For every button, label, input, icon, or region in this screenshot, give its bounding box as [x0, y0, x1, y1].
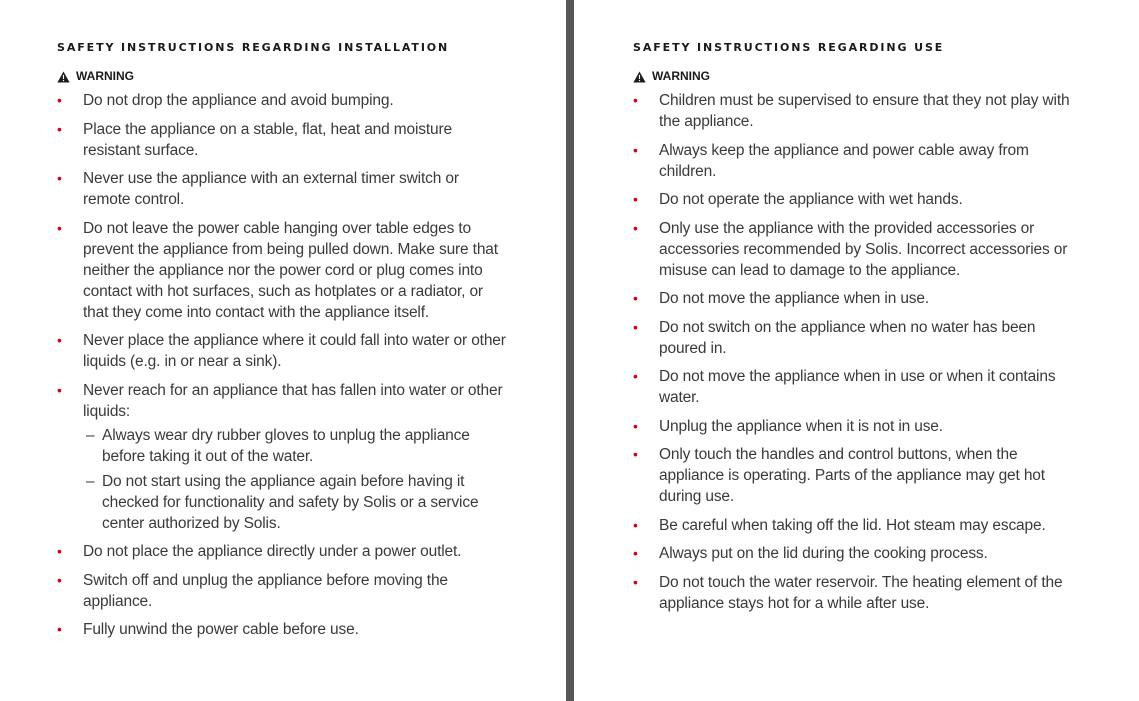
list-item — [57, 90, 507, 111]
bullet-icon: • — [633, 290, 638, 306]
list-item-text: Never reach for an appliance that has fallen into water or other liquids: — [83, 381, 503, 420]
use-list — [633, 90, 1078, 614]
bullet-icon: • — [57, 543, 62, 559]
bullet-icon: • — [633, 516, 638, 533]
list-item — [633, 572, 1078, 614]
list-item-text: Do not move the appliance when in use or when it contains water. — [659, 368, 1056, 406]
installation-section — [57, 40, 507, 648]
list-item — [633, 189, 1078, 210]
bullet-icon: • — [633, 318, 638, 335]
use-section — [633, 40, 1078, 621]
list-item — [57, 541, 507, 562]
list-item — [633, 543, 1078, 564]
list-item-text: Always keep the appliance and power cable away from children. — [659, 141, 1029, 180]
right-page — [576, 0, 1139, 701]
dash-icon: – — [86, 426, 95, 444]
section-title: SAFETY INSTRUCTIONS REGARDING INSTALLATION — [57, 41, 450, 54]
list-item-text: Place the appliance on a stable, flat, heat and moisture resistant surface. — [83, 120, 453, 159]
list-item — [633, 444, 1078, 507]
bullet-icon: • — [57, 219, 62, 236]
sub-list — [83, 425, 507, 534]
list-item — [57, 380, 507, 534]
bullet-icon: • — [633, 191, 638, 207]
bullet-icon: • — [57, 92, 62, 108]
installation-list — [57, 90, 507, 640]
warning-triangle-icon — [633, 71, 646, 83]
bullet-icon: • — [633, 573, 638, 590]
list-item — [57, 570, 507, 612]
list-item-text: Do not leave the power cable hanging over table edges to prevent the appliance from being pulled down. Make sure that neither the appliance nor the power cord or plug comes into contact with hot surfaces, such as hotplates or a radiator, or that they come into contact with the appliance itself. — [83, 219, 498, 321]
left-page — [0, 0, 566, 701]
list-item — [633, 416, 1078, 437]
list-item — [57, 119, 507, 161]
bullet-icon: • — [633, 141, 638, 158]
list-item-text: Only touch the handles and control buttons, when the appliance is operating. Parts of the appliance may get hot during use. — [659, 446, 1045, 505]
list-item-text: Unplug the appliance when it is not in use. — [659, 417, 943, 435]
warning-heading — [633, 69, 1078, 84]
list-item-text: Do not operate the appliance with wet hands. — [659, 191, 963, 208]
list-item-text: Do not drop the appliance and avoid bumping. — [83, 92, 394, 109]
list-item — [633, 90, 1078, 132]
bullet-icon: • — [57, 120, 62, 137]
list-item-text: Children must be supervised to ensure that they not play with the appliance. — [659, 92, 1070, 130]
list-item-text: Do not place the appliance directly under a power outlet. — [83, 543, 462, 560]
bullet-icon: • — [57, 621, 62, 637]
bullet-icon: • — [633, 417, 638, 434]
bullet-icon: • — [633, 219, 638, 236]
sub-list-item-text: Do not start using the appliance again before having it checked for functionality and safety by Solis or a service center authorized by Solis. — [102, 472, 479, 532]
list-item — [57, 619, 507, 640]
list-item-text: Do not switch on the appliance when no water has been poured in. — [659, 318, 1036, 357]
bullet-icon: • — [57, 170, 62, 186]
bullet-icon: • — [633, 92, 638, 108]
list-item-text: Never place the appliance where it could fall into water or other liquids (e.g. in or near a sink). — [83, 332, 506, 370]
list-item-text: Fully unwind the power cable before use. — [83, 621, 359, 638]
list-item-text: Always put on the lid during the cooking process. — [659, 545, 988, 562]
sub-list-item — [83, 425, 507, 467]
list-item-text: Switch off and unplug the appliance before moving the appliance. — [83, 571, 448, 610]
bullet-icon: • — [633, 446, 638, 462]
list-item-text: Be careful when taking off the lid. Hot steam may escape. — [659, 516, 1046, 534]
bullet-icon: • — [633, 545, 638, 561]
sub-list-item — [83, 471, 507, 534]
warning-label: WARNING — [652, 69, 710, 83]
warning-heading — [57, 69, 507, 84]
section-title: SAFETY INSTRUCTIONS REGARDING USE — [633, 41, 945, 54]
sub-list-item-text: Always wear dry rubber gloves to unplug the appliance before taking it out of the water. — [102, 426, 470, 465]
bullet-icon: • — [57, 571, 62, 588]
list-item — [57, 218, 507, 323]
list-item — [633, 140, 1078, 182]
list-item — [633, 366, 1078, 408]
list-item-text: Only use the appliance with the provided accessories or accessories recommended by Solis. Incorrect accessories or misuse can lead to damage to the appliance. — [659, 219, 1068, 279]
bullet-icon: • — [633, 368, 638, 384]
page-gutter — [566, 0, 576, 701]
list-item — [57, 168, 507, 210]
bullet-icon: • — [57, 332, 62, 348]
warning-triangle-icon — [57, 71, 70, 83]
gutter-bar — [566, 0, 574, 701]
list-item — [633, 317, 1078, 359]
list-item-text: Do not touch the water reservoir. The heating element of the appliance stays hot for a while after use. — [659, 573, 1063, 612]
list-item — [633, 218, 1078, 281]
warning-label: WARNING — [76, 69, 134, 83]
bullet-icon: • — [57, 381, 62, 398]
list-item — [633, 288, 1078, 309]
dash-icon: – — [86, 472, 95, 490]
list-item — [633, 515, 1078, 536]
list-item — [57, 330, 507, 372]
list-item-text: Do not move the appliance when in use. — [659, 290, 930, 307]
list-item-text: Never use the appliance with an external timer switch or remote control. — [83, 170, 459, 208]
